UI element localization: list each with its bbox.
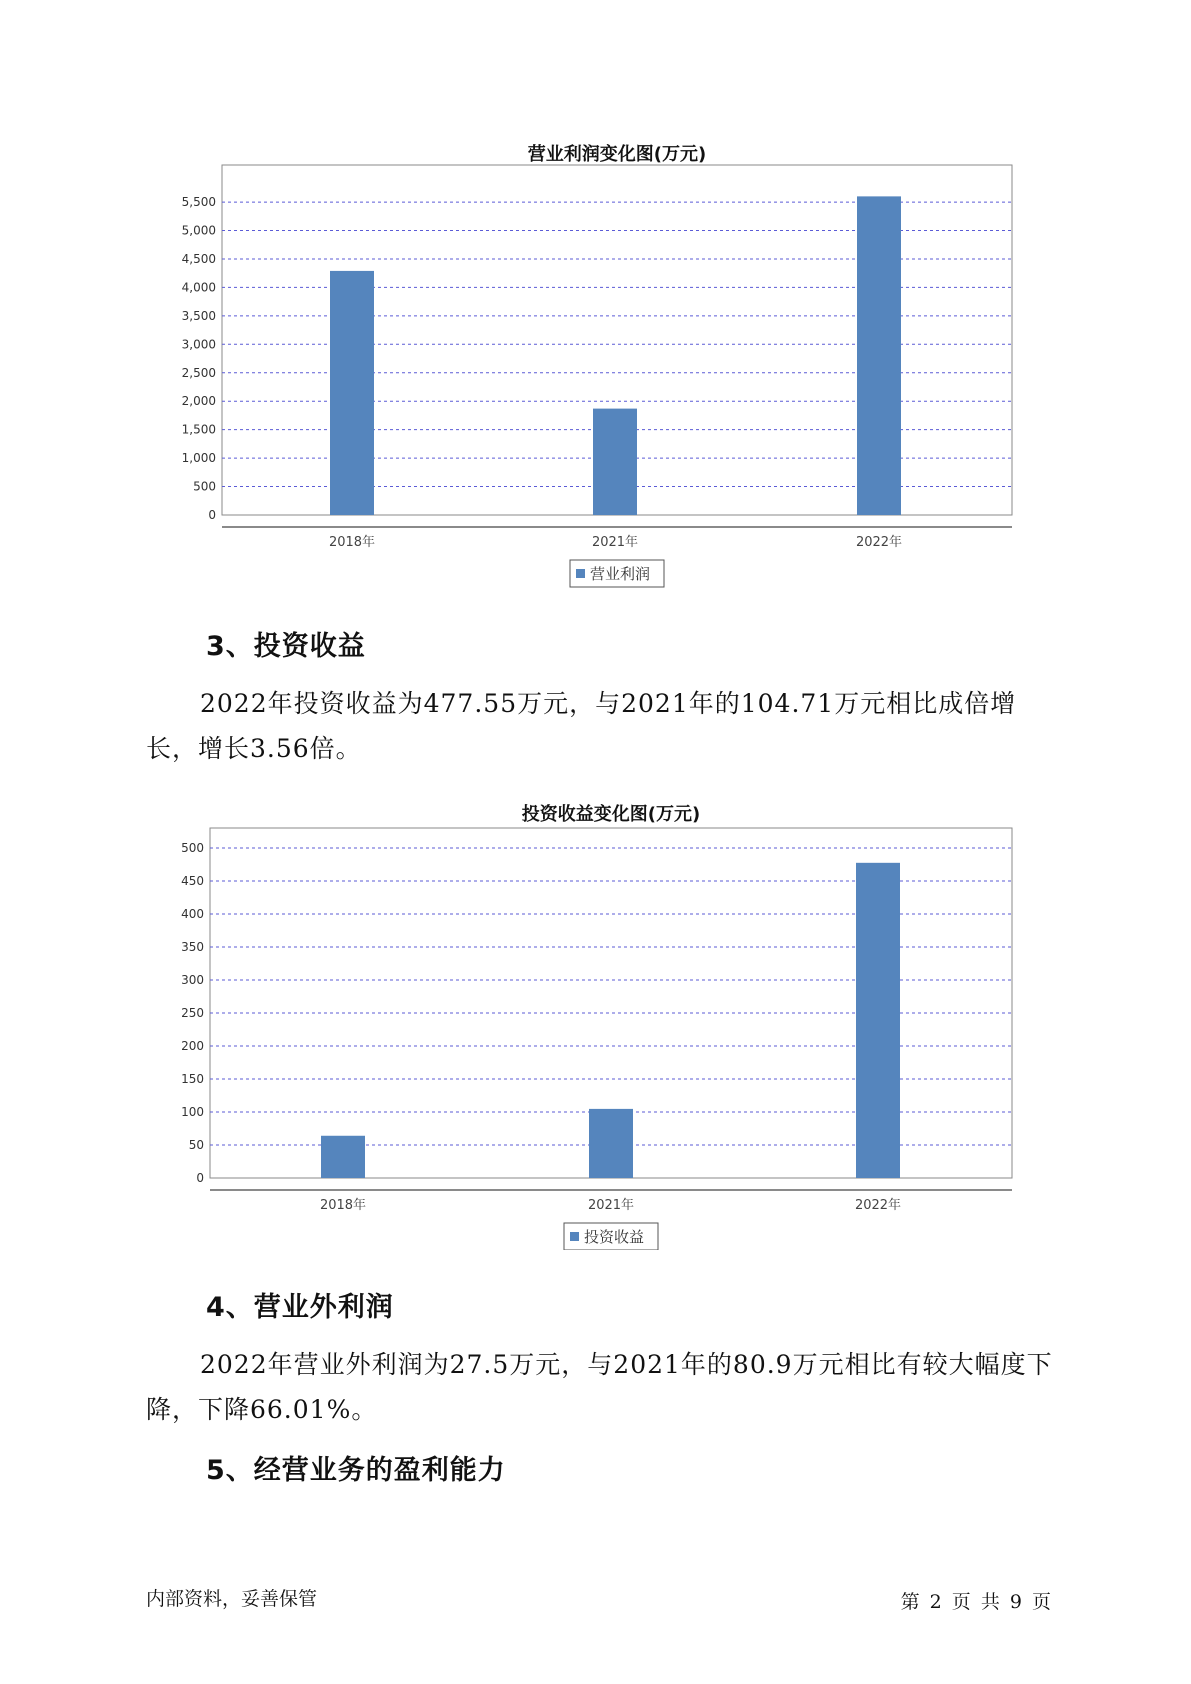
legend-label: 营业利润	[590, 565, 651, 583]
section-4-paragraph: 2022年营业外利润为27.5万元，与2021年的80.9万元相比有较大幅度下降，下降66.01%。	[146, 1350, 1053, 1424]
y-tick-label: 500	[193, 479, 216, 494]
bar-2022年	[856, 863, 900, 1178]
y-tick-label: 100	[181, 1105, 204, 1119]
bar-2022年	[857, 196, 901, 515]
y-tick-label: 4,000	[181, 280, 216, 295]
footer-confidential-note: 内部资料，妥善保管	[146, 1588, 318, 1610]
footer-page-number: 第 2 页 共 9 页	[900, 1591, 1051, 1613]
y-tick-label: 50	[188, 1138, 204, 1152]
x-tick-label: 2022年	[854, 1198, 902, 1213]
chart-title: 营业利润变化图(万元)	[527, 144, 707, 165]
x-tick-label: 2021年	[591, 535, 639, 550]
y-tick-label: 1,000	[181, 451, 216, 466]
section-3-heading: 3、投资收益	[206, 631, 366, 662]
y-tick-label: 500	[181, 841, 204, 855]
y-tick-label: 450	[181, 874, 204, 888]
bar-2021年	[589, 1109, 633, 1178]
section-5-heading: 5、经营业务的盈利能力	[206, 1455, 506, 1486]
y-tick-label: 3,000	[181, 337, 216, 352]
x-tick-label: 2018年	[319, 1198, 367, 1213]
investment-income-chart	[0, 790, 1191, 1250]
legend-swatch	[576, 569, 585, 578]
bar-2018年	[330, 271, 374, 515]
chart-title: 投资收益变化图(万元)	[521, 804, 701, 825]
y-tick-label: 250	[181, 1006, 204, 1020]
y-tick-label: 3,500	[181, 308, 216, 323]
y-tick-label: 2,000	[181, 394, 216, 409]
legend-label: 投资收益	[584, 1228, 645, 1246]
y-tick-label: 200	[181, 1039, 204, 1053]
y-tick-label: 0	[196, 1171, 204, 1185]
x-tick-label: 2022年	[855, 535, 903, 550]
y-tick-label: 2,500	[181, 365, 216, 380]
y-tick-label: 1,500	[181, 422, 216, 437]
y-tick-label: 5,000	[181, 223, 216, 238]
y-tick-label: 400	[181, 907, 204, 921]
section-3-paragraph: 2022年投资收益为477.55万元，与2021年的104.71万元相比成倍增长，增长3.56倍。	[146, 689, 1017, 763]
x-tick-label: 2018年	[328, 535, 376, 550]
legend-swatch	[570, 1232, 579, 1241]
operating-profit-chart	[0, 130, 1191, 590]
section-4-heading: 4、营业外利润	[206, 1292, 394, 1323]
y-tick-label: 4,500	[181, 251, 216, 266]
y-tick-label: 350	[181, 940, 204, 954]
y-tick-label: 5,500	[181, 195, 216, 210]
bar-2018年	[321, 1136, 365, 1178]
y-tick-label: 0	[208, 508, 216, 522]
y-tick-label: 150	[181, 1072, 204, 1086]
bar-2021年	[593, 409, 637, 515]
x-tick-label: 2021年	[587, 1198, 635, 1213]
y-tick-label: 300	[181, 973, 204, 987]
